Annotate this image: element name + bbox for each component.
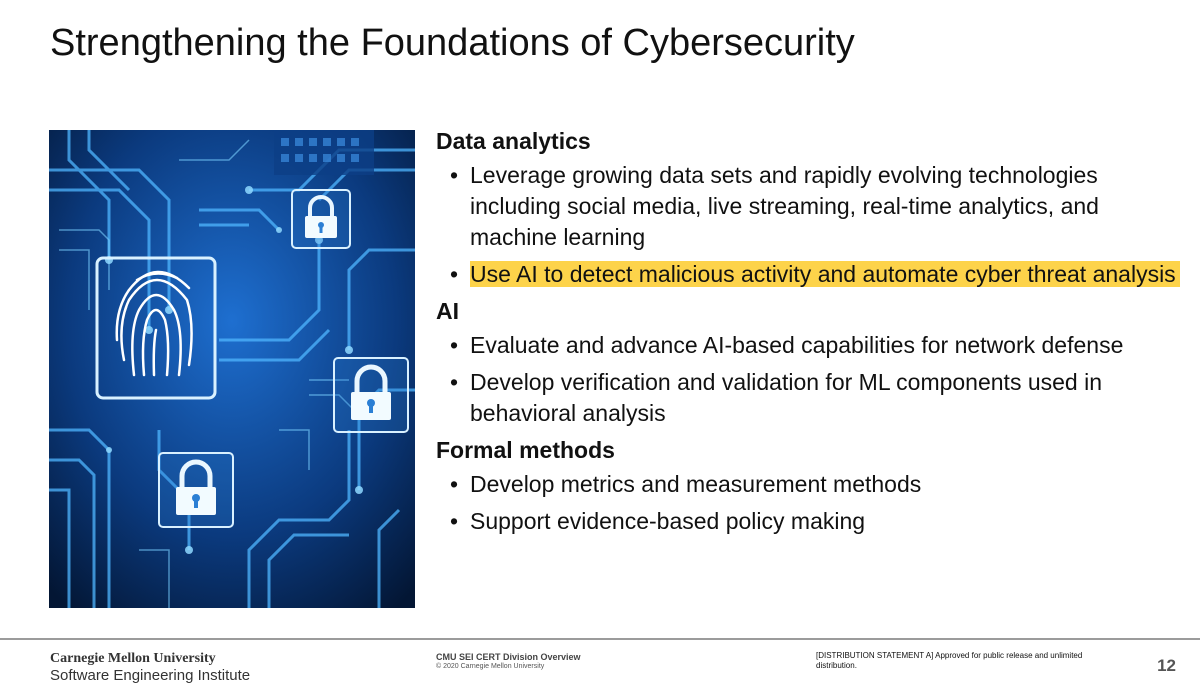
bullet-item bbox=[436, 330, 1186, 361]
bullet-text: Leverage growing data sets and rapidly evolving technologies including social media, live streaming, real-time analytics, and machine learning bbox=[470, 162, 1099, 250]
distribution-statement: [DISTRIBUTION STATEMENT A] Approved for public release and unlimited distribution. bbox=[816, 651, 1083, 670]
bullet-list bbox=[436, 469, 1186, 537]
padlock-icon bbox=[334, 358, 408, 432]
footer-divider bbox=[0, 638, 1200, 640]
page-number: 12 bbox=[1157, 656, 1176, 675]
bullet-list bbox=[436, 330, 1186, 429]
slide-title: Strengthening the Foundations of Cybersecurity bbox=[50, 22, 855, 64]
university-logo-text: Carnegie Mellon University bbox=[50, 651, 216, 666]
bullet-item bbox=[436, 367, 1186, 429]
presentation-title: CMU SEI CERT Division Overview bbox=[436, 652, 581, 662]
institute-name: Software Engineering Institute bbox=[50, 667, 251, 684]
bullet-text: Evaluate and advance AI-based capabilities for network defense bbox=[470, 332, 1124, 358]
bullet-text: Develop metrics and measurement methods bbox=[470, 471, 922, 497]
bullet-item bbox=[436, 160, 1186, 253]
bullet-item-highlighted bbox=[436, 259, 1186, 290]
highlighted-bullet-text: Use AI to detect malicious activity and automate cyber threat analysis bbox=[470, 261, 1180, 287]
bullet-text: Develop verification and validation for ML components used in behavioral analysis bbox=[470, 369, 1103, 426]
section-heading-data-analytics: Data analytics bbox=[436, 128, 591, 154]
section-heading-ai: AI bbox=[436, 298, 459, 324]
bullet-item bbox=[436, 469, 1186, 500]
slide-content bbox=[436, 126, 1186, 543]
padlock-icon bbox=[159, 453, 233, 527]
padlock-icon bbox=[292, 190, 350, 248]
bullet-list bbox=[436, 160, 1186, 290]
circuit-board-image bbox=[49, 130, 415, 608]
bullet-item bbox=[436, 506, 1186, 537]
bullet-text: Support evidence-based policy making bbox=[470, 508, 866, 534]
section-heading-formal-methods: Formal methods bbox=[436, 437, 615, 463]
copyright-notice: © 2020 Carnegie Mellon University bbox=[436, 663, 545, 670]
